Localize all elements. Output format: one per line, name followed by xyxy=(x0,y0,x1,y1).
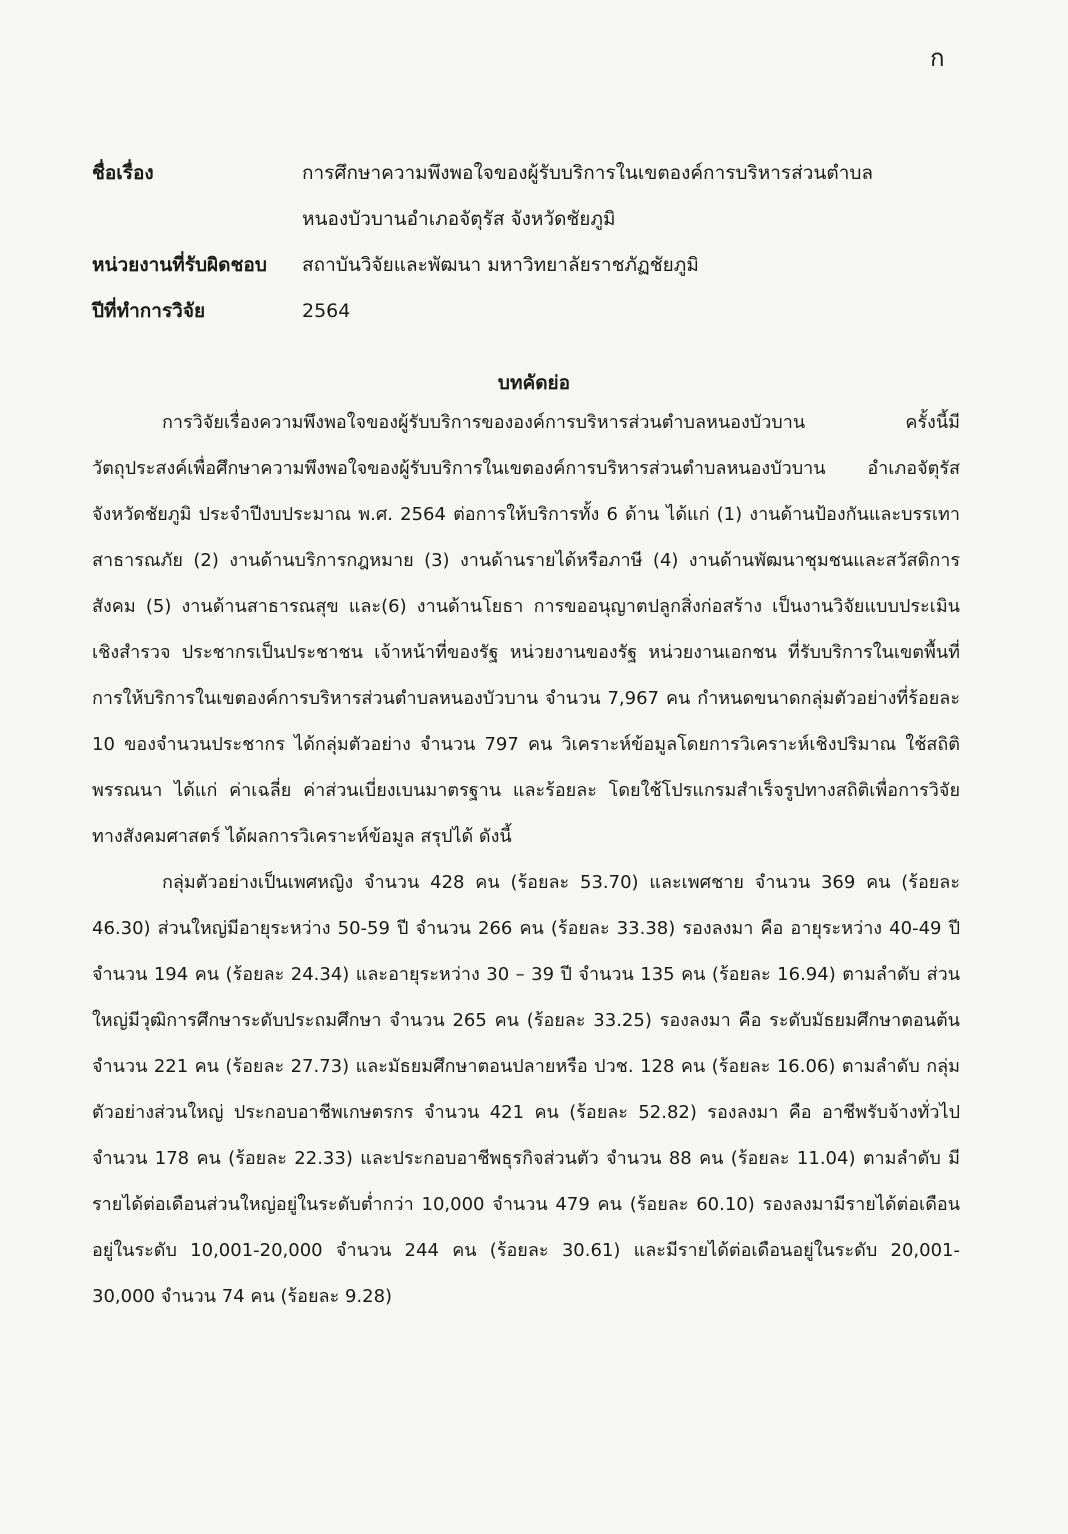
title-line-2: หนองบัวบานอำเภอจัตุรัส จังหวัดชัยภูมิ xyxy=(302,208,616,230)
title-row xyxy=(92,150,992,242)
page-number: ก xyxy=(930,44,945,72)
abstract-paragraph-2: กลุ่มตัวอย่างเป็นเพศหญิง จำนวน 428 คน (ร้อยละ 53.70) และเพศชาย จำนวน 369 คน (ร้อยละ 46.30) ส่วนใหญ่มีอายุระหว่าง 50-59 ปี จำนวน 266 คน (ร้อยละ 33.38) รองลงมา คือ อายุระหว่าง 40-49 ปี จำนวน 194 คน (ร้อยละ 24.34) และอายุระหว่าง 30 – 39 ปี จำนวน 135 คน (ร้อยละ 16.94) ตามลำดับ ส่วนใหญ่มีวุฒิการศึกษาระดับประถมศึกษา จำนวน 265 คน (ร้อยละ 33.25) รองลงมา คือ ระดับมัธยมศึกษาตอนต้น จำนวน 221 คน (ร้อยละ 27.73) และมัธยมศึกษาตอนปลายหรือ ปวช. 128 คน (ร้อยละ 16.06) ตามลำดับ กลุ่มตัวอย่างส่วนใหญ่ ประกอบอาชีพเกษตรกร จำนวน 421 คน (ร้อยละ 52.82) รองลงมา คือ อาชีพรับจ้างทั่วไป จำนวน 178 คน (ร้อยละ 22.33) และประกอบอาชีพธุรกิจส่วนตัว จำนวน 88 คน (ร้อยละ 11.04) ตามลำดับ มีรายได้ต่อเดือนส่วนใหญ่อยู่ในระดับต่ำกว่า 10,000 จำนวน 479 คน (ร้อยละ 60.10) รองลงมามีรายได้ต่อเดือนอยู่ในระดับ 10,001-20,000 จำนวน 244 คน (ร้อยละ 30.61) และมีรายได้ต่อเดือนอยู่ในระดับ 20,001-30,000 จำนวน 74 คน (ร้อยละ 9.28) xyxy=(92,872,960,1307)
unit-value: สถาบันวิจัยและพัฒนา มหาวิทยาลัยราชภัฏชัยภูมิ xyxy=(302,254,699,276)
year-row xyxy=(92,288,992,334)
year-value: 2564 xyxy=(302,300,351,322)
unit-row xyxy=(92,242,992,288)
title-line-1: การศึกษาความพึงพอใจของผู้รับบริการในเขตองค์การบริหารส่วนตำบล xyxy=(302,162,874,184)
unit-label: หน่วยงานที่รับผิดชอบ xyxy=(92,254,267,276)
abstract-heading: บทคัดย่อ xyxy=(497,372,571,394)
metadata-block xyxy=(92,150,992,334)
abstract-body xyxy=(92,400,960,1320)
year-label: ปีที่ทำการวิจัย xyxy=(92,300,206,322)
title-label: ชื่อเรื่อง xyxy=(92,162,154,184)
abstract-paragraph-1: การวิจัยเรื่องความพึงพอใจของผู้รับบริการขององค์การบริหารส่วนตำบลหนองบัวบาน ครั้งนี้มีวัตถุประสงค์เพื่อศึกษาความพึงพอใจของผู้รับบริการในเขตองค์การบริหารส่วนตำบลหนองบัวบาน อำเภอจัตุรัส จังหวัดชัยภูมิ ประจำปีงบประมาณ พ.ศ. 2564 ต่อการให้บริการทั้ง 6 ด้าน ได้แก่ (1) งานด้านป้องกันและบรรเทาสาธารณภัย (2) งานด้านบริการกฎหมาย (3) งานด้านรายได้หรือภาษี (4) งานด้านพัฒนาชุมชนและสวัสดิการสังคม (5) งานด้านสาธารณสุข และ(6) งานด้านโยธา การขออนุญาตปลูกสิ่งก่อสร้าง เป็นงานวิจัยแบบประเมินเชิงสำรวจ ประชากรเป็นประชาชน เจ้าหน้าที่ของรัฐ หน่วยงานของรัฐ หน่วยงานเอกชน ที่รับบริการในเขตพื้นที่การให้บริการในเขตองค์การบริหารส่วนตำบลหนองบัวบาน จำนวน 7,967 คน กำหนดขนาดกลุ่มตัวอย่างที่ร้อยละ 10 ของจำนวนประชากร ได้กลุ่มตัวอย่าง จำนวน 797 คน วิเคราะห์ข้อมูลโดยการวิเคราะห์เชิงปริมาณ ใช้สถิติพรรณนา ได้แก่ ค่าเฉลี่ย ค่าส่วนเบี่ยงเบนมาตรฐาน และร้อยละ โดยใช้โปรแกรมสำเร็จรูปทางสถิติเพื่อการวิจัยทางสังคมศาสตร์ ได้ผลการวิเคราะห์ข้อมูล สรุปได้ ดังนี้ xyxy=(92,412,961,847)
